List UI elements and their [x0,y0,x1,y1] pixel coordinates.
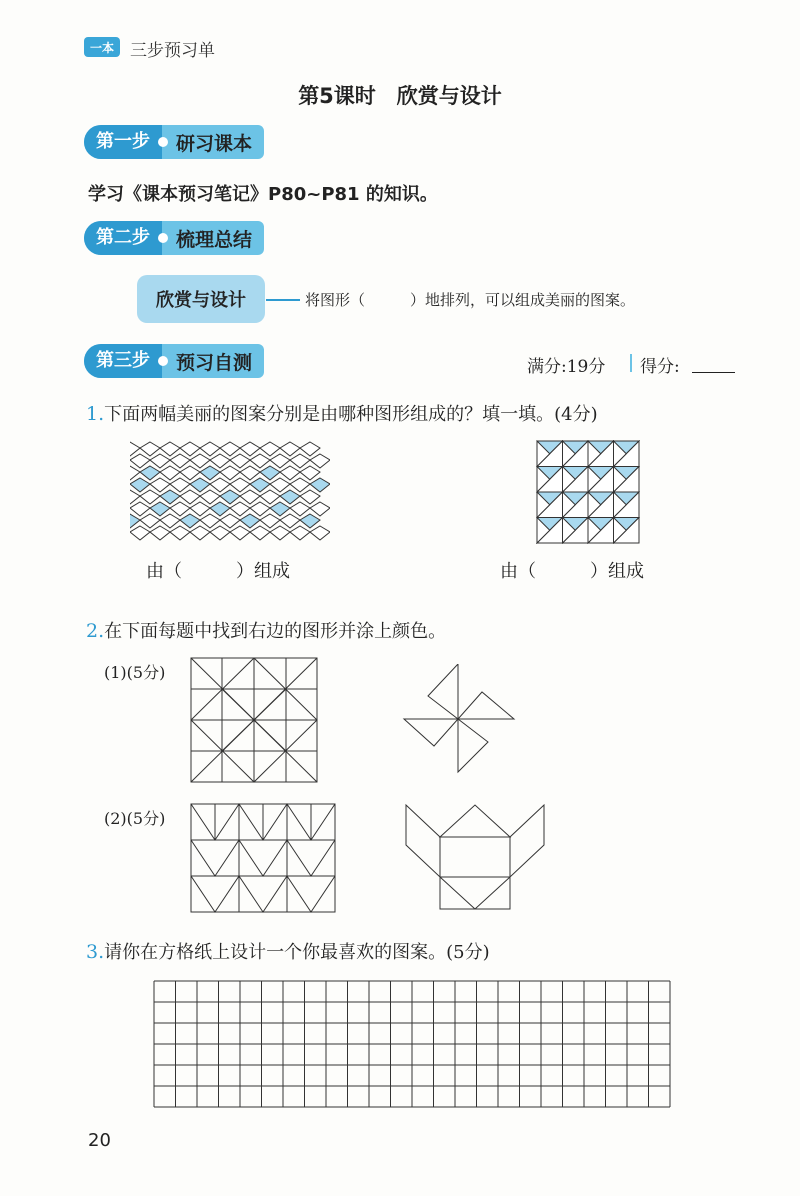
rhombus-tile [290,478,310,492]
rhombus-tile [130,514,140,528]
rhombus-tile [200,442,220,456]
q3-question [86,938,490,964]
rhombus-tile [130,502,150,516]
step1-number: 第一步 [84,125,162,159]
rhombus-tile [160,490,180,504]
rhombus-tile [130,454,150,468]
rhombus-tile [250,526,270,540]
rhombus-tile [140,514,160,528]
q3-text: 请你在方格纸上设计一个你最喜欢的图案。(5分) [104,942,490,963]
rhombus-tile [270,526,290,540]
rhombus-tile [270,502,290,516]
rhombus-tile [300,514,320,528]
rhombus-tile [240,490,260,504]
rhombus-tile [300,466,320,480]
concept-statement: 将图形（ ）地排列，可以组成美丽的图案。 [305,291,636,309]
rhombus-tile [150,526,170,540]
brand-logo: 一本 [84,37,120,57]
q2-text: 在下面每题中找到右边的图形并涂上颜色。 [104,621,447,642]
rhombus-tile [190,454,210,468]
rhombus-tile [250,478,270,492]
rhombus-tile [260,514,280,528]
q2-grid1 [190,657,320,785]
q1-left-label: 由（ ）组成 [146,561,290,582]
rhombus-tile [230,502,250,516]
rhombus-tile [130,490,140,504]
rhombus-tile [130,478,150,492]
score-divider [630,354,632,372]
rhombus-tile [150,454,170,468]
rhombus-tile [140,490,160,504]
step3-badge [84,344,264,378]
q1-question [86,400,598,426]
rhombus-tile [200,466,220,480]
concept-box: 欣赏与设计 [137,275,265,323]
rhombus-tile [170,478,190,492]
rhombus-tile [250,502,270,516]
rhombus-tile [180,442,200,456]
rhombus-tile [310,526,330,540]
rhombus-tile [170,454,190,468]
step2-badge [84,221,264,255]
step1-name: 研习课本 [176,132,253,155]
rhombus-tile [260,442,280,456]
rhombus-tile [280,490,300,504]
rhombus-tile [310,454,330,468]
rhombus-tile [200,514,220,528]
rhombus-tile [220,514,240,528]
q1-right-label: 由（ ）组成 [500,561,644,582]
rhombus-tile [260,466,280,480]
score-blank[interactable] [692,372,735,373]
rhombus-tile [130,526,150,540]
rhombus-tile [240,466,260,480]
rhombus-tile [210,526,230,540]
rhombus-tile [180,514,200,528]
rhombus-tile [160,466,180,480]
rhombus-tile [230,454,250,468]
rhombus-tile [170,526,190,540]
page-number: 20 [88,1130,111,1151]
rhombus-tile [190,502,210,516]
q2-grid2 [190,803,338,915]
rhombus-tile [270,454,290,468]
header-title: 三步预习单 [130,41,215,61]
rhombus-tile [140,442,160,456]
design-grid[interactable] [153,980,671,1110]
rhombus-tile [280,466,300,480]
connector-line [266,299,300,301]
rhombus-tile [260,490,280,504]
rhombus-tile [290,454,310,468]
rhombus-tile [210,454,230,468]
q2-sub1: (1)(5分) [104,663,166,682]
q2-sub2: (2)(5分) [104,809,166,828]
rhombus-tile [190,478,210,492]
rhombus-tile [130,442,140,456]
rhombus-tile [170,502,190,516]
rhombus-pattern [130,438,330,542]
step2-number: 第二步 [84,221,162,255]
rhombus-tile [220,466,240,480]
pinwheel-shape [400,664,516,774]
lesson-title: 第5课时 欣赏与设计 [298,84,502,108]
score-label: 得分: [640,357,680,377]
rhombus-tile [220,490,240,504]
q1-text: 下面两幅美丽的图案分别是由哪种图形组成的？填一填。(4分) [104,404,598,425]
rhombus-tile [230,526,250,540]
rhombus-tile [140,466,160,480]
full-score: 满分:19分 [527,357,606,377]
rhombus-tile [310,478,330,492]
rhombus-tile [240,514,260,528]
rhombus-tile [290,502,310,516]
step1-text: 学习《课本预习笔记》P80~P81 的知识。 [88,184,438,205]
q2-number: 2. [86,620,105,642]
rhombus-tile [150,478,170,492]
rhombus-tile [230,478,250,492]
rhombus-tile [210,502,230,516]
rhombus-tile [200,490,220,504]
rhombus-tile [280,514,300,528]
cat-shape [400,803,550,913]
rhombus-tile [270,478,290,492]
q1-number: 1. [86,403,105,425]
rhombus-tile [180,490,200,504]
rhombus-tile [130,466,140,480]
rhombus-tile [310,502,330,516]
q2-question [86,617,446,643]
rhombus-tile [220,442,240,456]
rhombus-tile [160,514,180,528]
rhombus-tile [160,442,180,456]
rhombus-tile [290,526,310,540]
rhombus-tile [250,454,270,468]
rhombus-tile [280,442,300,456]
triangle-pattern [536,440,640,544]
q3-number: 3. [86,941,105,963]
rhombus-tile [190,526,210,540]
rhombus-tile [150,502,170,516]
rhombus-tile [180,466,200,480]
rhombus-tile [300,490,320,504]
step3-name: 预习自测 [176,351,253,374]
rhombus-tile [240,442,260,456]
rhombus-tile [210,478,230,492]
step2-name: 梳理总结 [176,228,253,251]
step3-number: 第三步 [84,344,162,378]
rhombus-tile [300,442,320,456]
step1-badge [84,125,264,159]
